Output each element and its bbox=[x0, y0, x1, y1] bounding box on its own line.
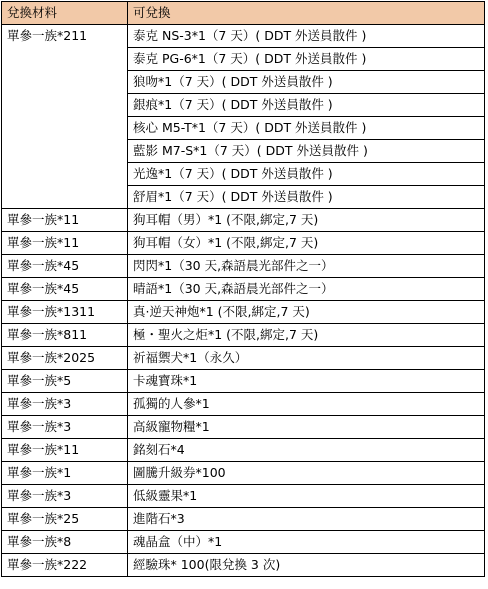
table-row bbox=[2, 439, 485, 462]
material-cell: 單參一族*45 bbox=[2, 255, 128, 278]
material-cell: 單參一族*1 bbox=[2, 462, 128, 485]
material-cell: 單參一族*5 bbox=[2, 370, 128, 393]
redeemable-cell: 真·逆天神炮*1 (不限,綁定,7 天) bbox=[128, 301, 485, 324]
redeemable-cell: 銀痕*1（7 天）( DDT 外送員散件 ) bbox=[128, 94, 485, 117]
redeemable-cell: 卡魂寶珠*1 bbox=[128, 370, 485, 393]
material-cell: 單參一族*3 bbox=[2, 485, 128, 508]
table-row bbox=[2, 301, 485, 324]
exchange-table bbox=[1, 1, 485, 577]
table-row bbox=[2, 347, 485, 370]
table-row bbox=[2, 393, 485, 416]
redeemable-cell: 魂晶盒（中）*1 bbox=[128, 531, 485, 554]
table-body bbox=[2, 25, 485, 577]
redeemable-cell: 銘刻石*4 bbox=[128, 439, 485, 462]
redeemable-cell: 光逸*1（7 天）( DDT 外送員散件 ) bbox=[128, 163, 485, 186]
table-row bbox=[2, 370, 485, 393]
table-row bbox=[2, 554, 485, 577]
table-row bbox=[2, 462, 485, 485]
redeemable-cell: 舒眉*1（7 天）( DDT 外送員散件 ) bbox=[128, 186, 485, 209]
material-cell: 單參一族*3 bbox=[2, 393, 128, 416]
redeemable-cell: 孤獨的人參*1 bbox=[128, 393, 485, 416]
redeemable-cell: 泰克 PG-6*1（7 天）( DDT 外送員散件 ) bbox=[128, 48, 485, 71]
material-cell: 單參一族*11 bbox=[2, 232, 128, 255]
table-row bbox=[2, 25, 485, 48]
redeemable-cell: 經驗珠* 100(限兌換 3 次) bbox=[128, 554, 485, 577]
redeemable-cell: 泰克 NS-3*1（7 天）( DDT 外送員散件 ) bbox=[128, 25, 485, 48]
redeemable-cell: 藍影 M7-S*1（7 天）( DDT 外送員散件 ) bbox=[128, 140, 485, 163]
material-cell: 單參一族*45 bbox=[2, 278, 128, 301]
redeemable-cell: 晴語*1（30 天,森語晨光部件之一） bbox=[128, 278, 485, 301]
material-cell: 單參一族*25 bbox=[2, 508, 128, 531]
table-row bbox=[2, 485, 485, 508]
material-cell: 單參一族*222 bbox=[2, 554, 128, 577]
redeemable-cell: 進階石*3 bbox=[128, 508, 485, 531]
header-material: 兌換材料 bbox=[2, 2, 128, 25]
material-cell: 單參一族*2025 bbox=[2, 347, 128, 370]
redeemable-cell: 狗耳帽（男）*1 (不限,綁定,7 天) bbox=[128, 209, 485, 232]
redeemable-cell: 閃閃*1（30 天,森語晨光部件之一） bbox=[128, 255, 485, 278]
material-cell: 單參一族*8 bbox=[2, 531, 128, 554]
table-row bbox=[2, 324, 485, 347]
table-row bbox=[2, 531, 485, 554]
table-row bbox=[2, 232, 485, 255]
redeemable-cell: 高級寵物糧*1 bbox=[128, 416, 485, 439]
redeemable-cell: 低級靈果*1 bbox=[128, 485, 485, 508]
table-row bbox=[2, 209, 485, 232]
header-row bbox=[2, 2, 485, 25]
table-row bbox=[2, 508, 485, 531]
table-row bbox=[2, 255, 485, 278]
material-cell: 單參一族*1311 bbox=[2, 301, 128, 324]
redeemable-cell: 極・聖火之炬*1 (不限,綁定,7 天) bbox=[128, 324, 485, 347]
redeemable-cell: 狼吻*1（7 天）( DDT 外送員散件 ) bbox=[128, 71, 485, 94]
material-cell: 單參一族*11 bbox=[2, 439, 128, 462]
redeemable-cell: 核心 M5-T*1（7 天）( DDT 外送員散件 ) bbox=[128, 117, 485, 140]
table-row bbox=[2, 416, 485, 439]
material-cell: 單參一族*211 bbox=[2, 25, 128, 209]
redeemable-cell: 狗耳帽（女）*1 (不限,綁定,7 天) bbox=[128, 232, 485, 255]
material-cell: 單參一族*3 bbox=[2, 416, 128, 439]
material-cell: 單參一族*811 bbox=[2, 324, 128, 347]
redeemable-cell: 圖騰升級券*100 bbox=[128, 462, 485, 485]
redeemable-cell: 祈福禦犬*1（永久） bbox=[128, 347, 485, 370]
header-redeemable: 可兌換 bbox=[128, 2, 485, 25]
table-row bbox=[2, 278, 485, 301]
material-cell: 單參一族*11 bbox=[2, 209, 128, 232]
